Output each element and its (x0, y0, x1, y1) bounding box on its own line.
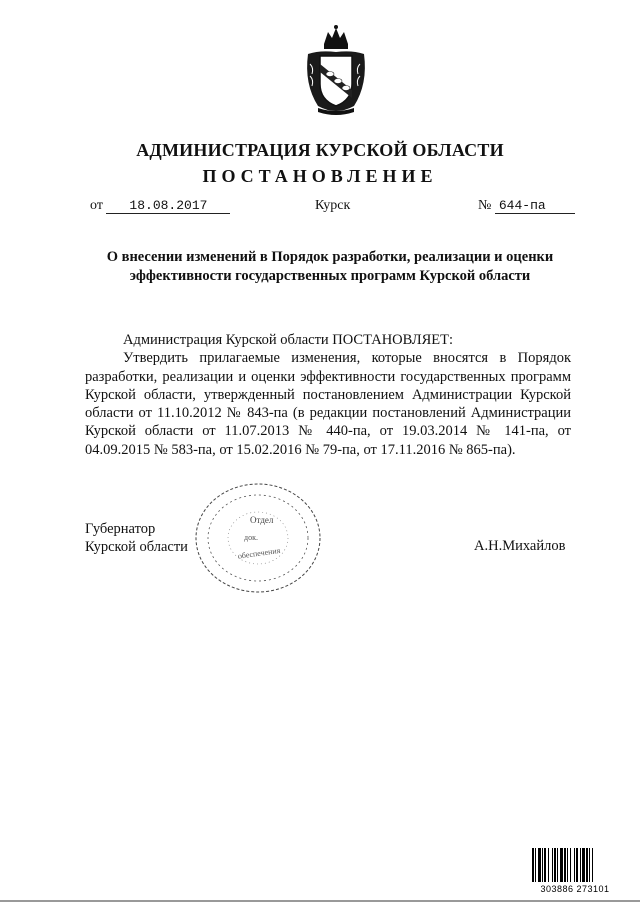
barcode-bar (567, 848, 568, 882)
governor-position (85, 520, 188, 556)
governor-name: А.Н.Михайлов (474, 538, 566, 554)
barcode-bar (535, 848, 536, 882)
document-city: Курск (315, 198, 351, 213)
barcode-bar (582, 848, 585, 882)
body-paragraph: Утвердить прилагаемые изменения, которые вносятся в Порядок разработки, реализации и оценки эффективности государственных программ Курской области, утвержденный постановлением Администрации Курской области от 11.10.2012 № 843-па (в редакции постановлений Администрации Курской области от 11.07.2013 № 440-па, от 19.03.2014 № 141-па, от 04.09.2015 № 583-па, от 15.02.2016 № 79-па, от 17.11.2016 № 865-па). (85, 350, 571, 458)
barcode-bar (564, 848, 566, 882)
governor-position-line1: Губернатор (85, 521, 156, 537)
barcode-bar (580, 848, 581, 882)
barcode-bar (548, 848, 549, 882)
document-type-title: ПОСТАНОВЛЕНИЕ (202, 166, 438, 186)
number-value: 644-па (495, 198, 575, 214)
kursk-coat-of-arms-icon (298, 24, 374, 116)
document-date (90, 198, 230, 214)
barcode-bar (532, 848, 534, 882)
barcode-icon (530, 848, 620, 894)
barcode-bar (542, 848, 543, 882)
stamp-line-2: док. (244, 533, 258, 542)
barcode-bar (544, 848, 546, 882)
page-bottom-rule (0, 900, 640, 902)
barcode-bar (552, 848, 553, 882)
barcode-bar (570, 848, 571, 882)
barcode-bar (557, 848, 558, 882)
barcode-number: 303886 273101 (540, 884, 610, 894)
number-prefix: № (478, 198, 492, 213)
stamp-line-1: Отдел (250, 515, 274, 525)
barcode-bar (538, 848, 541, 882)
barcode-bar (589, 848, 590, 882)
barcode-bar (560, 848, 563, 882)
date-prefix: от (90, 198, 103, 213)
barcode-bar (592, 848, 593, 882)
official-seal-icon (186, 478, 326, 600)
barcode-bar (586, 848, 588, 882)
barcode-bar (574, 848, 575, 882)
document-number (478, 198, 575, 214)
barcode-bar (576, 848, 578, 882)
organization-title: АДМИНИСТРАЦИЯ КУРСКОЙ ОБЛАСТИ (136, 140, 504, 160)
stamp-line-3: обеспечения (237, 545, 281, 561)
body-intro: Администрация Курской области ПОСТАНОВЛЯЕТ: (123, 332, 454, 348)
date-value: 18.08.2017 (106, 198, 230, 214)
governor-position-line2: Курской области (85, 539, 188, 555)
document-subject: О внесении изменений в Порядок разработки, реализации и оценки эффективности государственных программ Курской области (106, 249, 554, 284)
document-body (85, 331, 571, 459)
barcode-bar (554, 848, 556, 882)
